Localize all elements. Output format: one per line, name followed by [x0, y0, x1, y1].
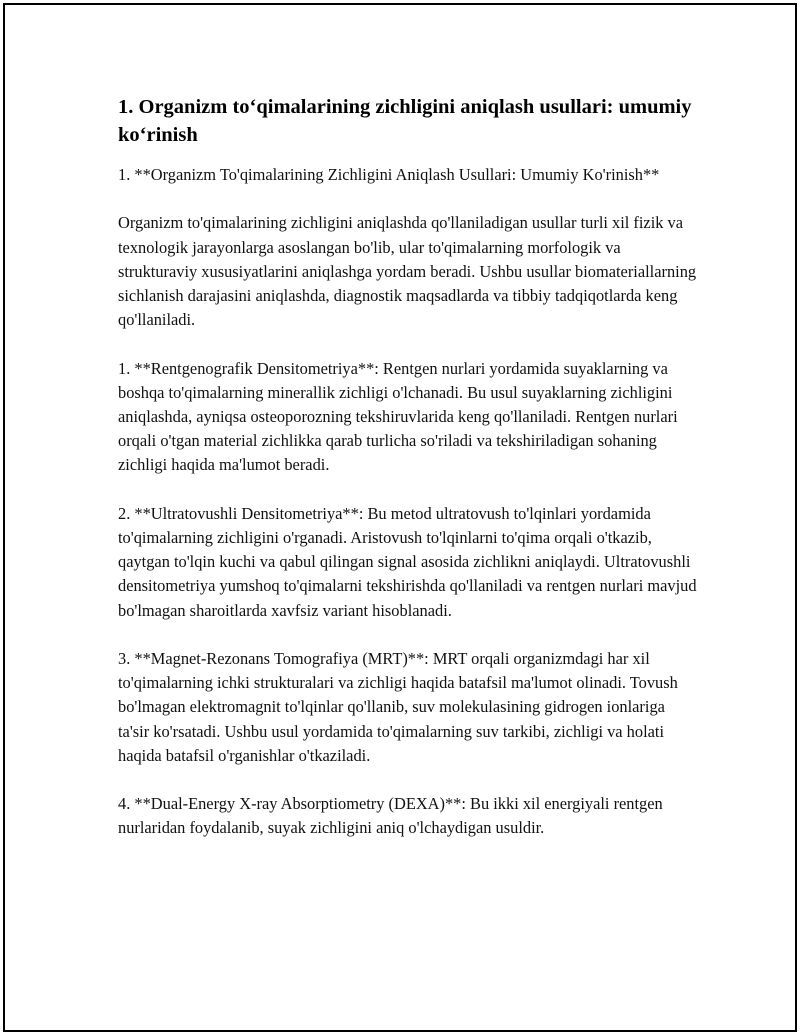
paragraph-method-1: 1. **Rentgenografik Densitometriya**: Rentgen nurlari yordamida suyaklarning va boshqa to'qimalarning minerallik zichligi o'lchanadi. Bu usul suyaklarning zichligini aniqlashda, ayniqsa osteoporozning tekshiruvlarida keng qo'llaniladi. Rentgen nurlari orqali o'tgan material zichlikka qarab turlicha so'riladi va tekshiriladigan sohaning zichligi haqida ma'lumot beradi. [118, 358, 678, 475]
document-title: 1. Organizm to‘qimalarining zichligini aniqlash usullari: umumiy ko‘rinish [118, 96, 692, 146]
paragraph-method-3: 3. **Magnet-Rezonans Tomografiya (MRT)**: MRT orqali organizmdagi har xil to'qimalarning ichki strukturalari va zichligi haqida batafsil ma'lumot olinadi. Tovush bo'lmagan elektromagnit to'lqinlar qo'llanib, suv molekulasining gidrogen ionlariga ta'sir ko'rsatadi. Ushbu usul yordamida to'qimalarning suv tarkibi, zichligi va holati haqida batafsil o'rganishlar o'tkaziladi. [118, 649, 678, 765]
paragraph-intro: Organizm to'qimalarining zichligini aniqlashda qo'llaniladigan usullar turli xil fizik va texnologik jarayonlarga asoslangan bo'lib, ular to'qimalarning morfologik va strukturaviy xususiyatlarini aniqlashga yordam beradi. Ushbu usullar biomateriallarning sichlanish darajasini aniqlashda, diagnostik maqsadlarda va tibbiy tadqiqotlarda keng qo'llaniladi. [118, 213, 697, 330]
document-body [118, 93, 698, 865]
paragraph-method-2: 2. **Ultratovushli Densitometriya**: Bu metod ultratovush to'lqinlari yordamida to'qimalarning zichligini o'rganadi. Aristovush to'lqinlarni to'qima orqali o'tkazib, qaytgan to'lqin kuchi va qabul qilingan signal asosida zichlikni aniqlaydi. Ultratovushli densitometriya yumshoq to'qimalarni tekshirishda qo'llaniladi va rentgen nurlari mavjud bo'lmagan sharoitlarda xavfsiz variant hisoblanadi. [118, 503, 697, 620]
paragraph-method-4: 4. **Dual-Energy X-ray Absorptiometry (DEXA)**: Bu ikki xil energiyali rentgen nurlaridan foydalanib, suyak zichligini aniq o'lchaydigan usuldir. [118, 794, 663, 838]
paragraph-subtitle: 1. **Organizm To'qimalarining Zichligini Aniqlash Usullari: Umumiy Ko'rinish** [118, 165, 660, 184]
